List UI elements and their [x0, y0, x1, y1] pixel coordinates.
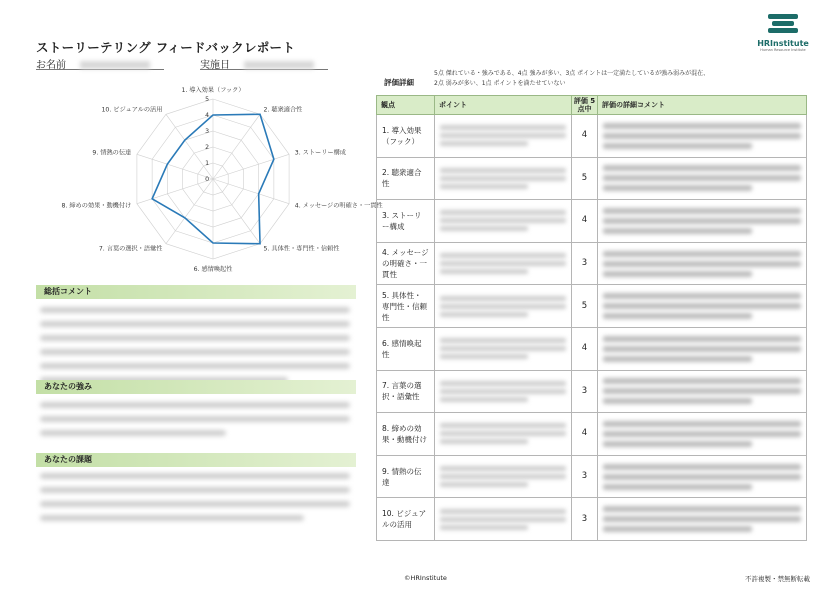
radar-chart — [40, 80, 383, 280]
radar-grid — [137, 99, 289, 259]
row-score: 5 — [572, 157, 598, 200]
row-score: 3 — [572, 455, 598, 498]
scoring-legend-line-2: 2点 弱みが多い、1点 ポイントを満たせていない — [434, 80, 566, 87]
radar-spoke — [213, 154, 289, 179]
row-comment-redacted — [598, 370, 807, 413]
row-score: 3 — [572, 498, 598, 541]
radar-axis-labels — [61, 86, 383, 273]
row-comment-redacted — [598, 157, 807, 200]
scoring-legend — [434, 69, 709, 89]
date-label: 実施日 — [200, 60, 230, 71]
row-score: 4 — [572, 413, 598, 456]
radar-axis-label: 8. 締めの効果・動機付け — [61, 202, 132, 210]
radar-axis-label: 7. 言葉の選択・語彙性 — [98, 245, 163, 253]
row-point-redacted — [435, 157, 572, 200]
row-viewpoint: 10. ビジュアルの活用 — [377, 498, 435, 541]
row-comment-redacted — [598, 327, 807, 370]
name-label: お名前 — [36, 60, 66, 71]
summary-comment-redacted — [40, 307, 350, 391]
row-comment-redacted — [598, 242, 807, 285]
logo-mark-icon — [768, 14, 798, 36]
row-score: 3 — [572, 242, 598, 285]
header-viewpoint: 観点 — [377, 96, 435, 115]
logo-subtext: Human Resource Institute — [760, 48, 806, 52]
name-field — [36, 56, 164, 70]
table-row — [377, 200, 807, 243]
row-point-redacted — [435, 413, 572, 456]
radar-tick-label: 3 — [205, 128, 209, 135]
row-viewpoint: 7. 言葉の選択・語彙性 — [377, 370, 435, 413]
report-title: ストーリーテリング フィードバックレポート — [36, 40, 296, 55]
radar-tick-label: 4 — [205, 112, 209, 119]
row-comment-redacted — [598, 455, 807, 498]
radar-spoke — [137, 154, 213, 179]
row-comment-redacted — [598, 285, 807, 328]
table-row — [377, 285, 807, 328]
footer-copyright: ©HRInstitute — [404, 574, 447, 582]
date-redacted — [244, 61, 314, 69]
row-point-redacted — [435, 327, 572, 370]
radar-spoke — [213, 179, 260, 244]
radar-tick-label: 0 — [205, 176, 209, 183]
strengths-comment-redacted — [40, 402, 350, 444]
radar-axis-label: 1. 導入効果（フック） — [181, 87, 245, 94]
table-row — [377, 242, 807, 285]
radar-axis-label: 4. メッセージの明確さ・一貫性 — [294, 202, 383, 210]
table-header-row — [377, 96, 807, 115]
scoring-legend-line-1: 5点 傑れている・強みである、4点 強みが多い、3点 ポイントは一定満たしているが強み弱みが混在、 — [434, 70, 710, 77]
evaluation-heading: 評価詳細 — [384, 78, 414, 87]
row-point-redacted — [435, 498, 572, 541]
radar-spoke — [213, 114, 260, 179]
header-point: ポイント — [435, 96, 572, 115]
radar-spoke — [213, 179, 289, 204]
row-viewpoint: 3. ストーリー構成 — [377, 200, 435, 243]
table-row — [377, 115, 807, 158]
row-viewpoint: 6. 感情喚起性 — [377, 327, 435, 370]
row-point-redacted — [435, 455, 572, 498]
row-viewpoint: 2. 聴衆適合性 — [377, 157, 435, 200]
row-viewpoint: 8. 締めの効果・動機付け — [377, 413, 435, 456]
evaluation-table — [376, 95, 807, 541]
row-score: 4 — [572, 115, 598, 158]
row-point-redacted — [435, 370, 572, 413]
radar-axis-label: 3. ストーリー構成 — [294, 149, 346, 157]
radar-axis-label: 10. ビジュアルの活用 — [101, 106, 163, 114]
row-point-redacted — [435, 242, 572, 285]
table-row — [377, 455, 807, 498]
strengths-section-bar: あなたの強み — [36, 380, 356, 394]
row-score: 5 — [572, 285, 598, 328]
radar-spoke — [137, 179, 213, 204]
row-point-redacted — [435, 285, 572, 328]
table-row — [377, 157, 807, 200]
radar-tick-label: 5 — [205, 96, 209, 103]
row-point-redacted — [435, 200, 572, 243]
table-row — [377, 370, 807, 413]
row-score: 4 — [572, 327, 598, 370]
challenges-section-bar: あなたの課題 — [36, 453, 356, 467]
row-score: 4 — [572, 200, 598, 243]
radar-axis-label: 2. 聴衆適合性 — [263, 106, 303, 114]
row-score: 3 — [572, 370, 598, 413]
radar-tick-label: 2 — [205, 144, 209, 151]
table-row — [377, 413, 807, 456]
row-viewpoint: 9. 情熱の伝達 — [377, 455, 435, 498]
name-redacted — [80, 61, 150, 69]
table-row — [377, 327, 807, 370]
logo-text: HRInstitute — [757, 39, 809, 48]
challenges-comment-redacted — [40, 473, 350, 529]
row-viewpoint: 4. メッセージの明確さ・一貫性 — [377, 242, 435, 285]
header-comment: 評価の詳細コメント — [598, 96, 807, 115]
row-viewpoint: 1. 導入効果（フック） — [377, 115, 435, 158]
row-viewpoint: 5. 具体性・専門性・信頼性 — [377, 285, 435, 328]
radar-axis-label: 6. 感情喚起性 — [193, 266, 233, 273]
row-comment-redacted — [598, 200, 807, 243]
radar-axis-label: 5. 具体性・専門性・信頼性 — [263, 245, 340, 253]
summary-section-bar: 総括コメント — [36, 285, 356, 299]
row-comment-redacted — [598, 115, 807, 158]
company-logo — [752, 14, 814, 52]
radar-axis-label: 9. 情熱の伝達 — [92, 149, 132, 157]
radar-tick-label: 1 — [205, 160, 209, 167]
footer-notice: 不許複製・禁無断転載 — [745, 575, 810, 583]
header-score: 評価 5点中 — [572, 96, 598, 115]
row-comment-redacted — [598, 498, 807, 541]
table-row — [377, 498, 807, 541]
row-comment-redacted — [598, 413, 807, 456]
row-point-redacted — [435, 115, 572, 158]
radar-tick-labels — [205, 96, 209, 183]
date-field — [200, 56, 328, 70]
